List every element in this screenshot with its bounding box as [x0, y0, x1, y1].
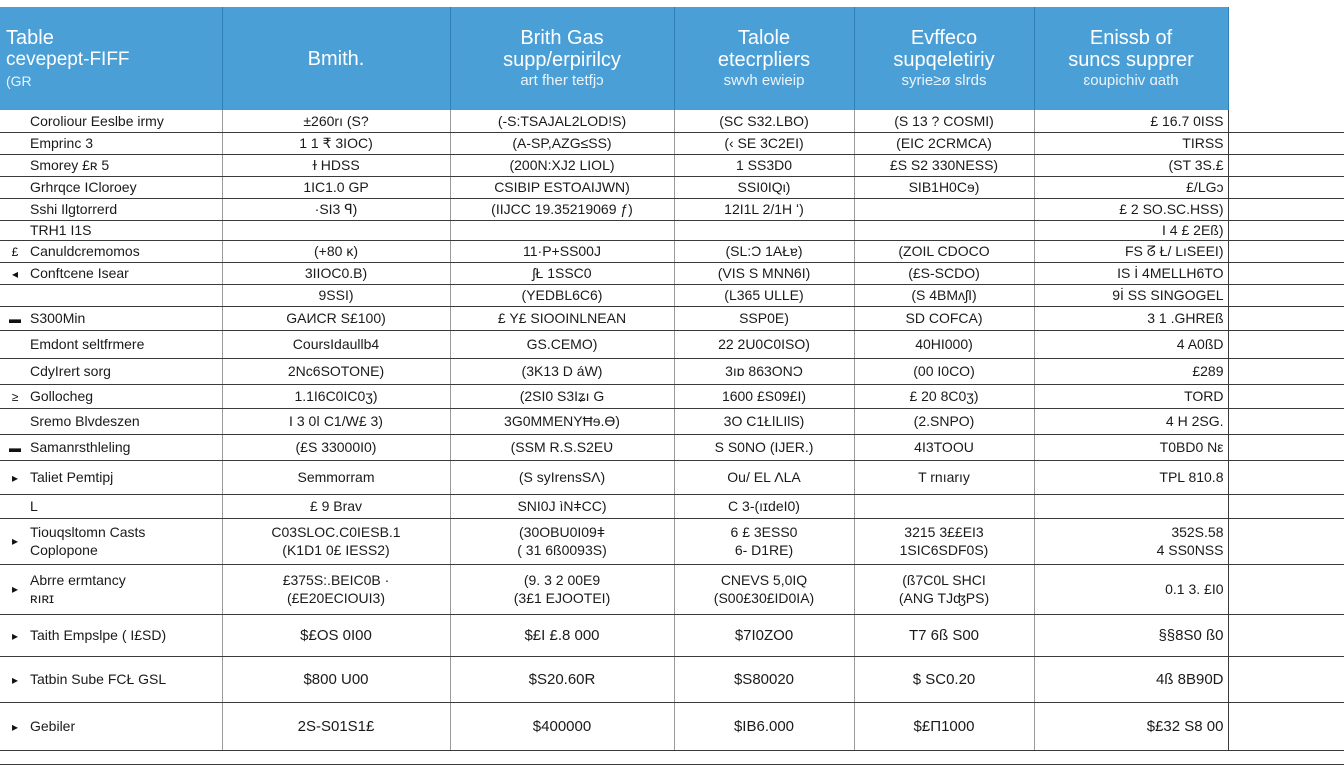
header-col2-line3: art fher tetfjɔ [520, 71, 604, 89]
cell-line: 3215 3££EI3 [904, 524, 984, 540]
row-label: Emprinc 3 [30, 135, 94, 151]
row-label-cell [0, 702, 222, 750]
header-col0-line2: cevepept-FIFF [6, 48, 130, 70]
row-label: Sremo Blvdeszen [30, 413, 140, 429]
row-label-cell [0, 132, 222, 154]
value-cell-c2: $S20.60R [450, 656, 674, 702]
table-row [0, 408, 1344, 434]
cell-line: 352S.58 [1171, 524, 1224, 540]
row-label: Emdont seltfrmere [30, 336, 145, 352]
header-col0-line3: (GR [6, 72, 32, 89]
cell-line: (ß7C0L SHCI [902, 572, 986, 588]
row-label-cell [0, 434, 222, 460]
total-cell: 9İ SS SINGOGEL [1034, 284, 1228, 306]
value-cell-c1: 2S-S01S1£ [222, 702, 450, 750]
cell-line: ʀıʀɪ [30, 590, 55, 606]
blank-cell [1228, 154, 1344, 176]
total-cell: IS İ 4MELLH6TO [1034, 262, 1228, 284]
value-cell-c4: (2.SNPO) [854, 408, 1034, 434]
total-cell: 0.1 3. £I0 [1034, 564, 1228, 614]
value-cell-c3 [674, 220, 854, 240]
row-marker-icon: ▸ [11, 672, 19, 687]
value-cell-c4 [854, 518, 1034, 564]
table-row [0, 656, 1344, 702]
row-label-cell [0, 460, 222, 494]
table-row [0, 240, 1344, 262]
row-label-cell [0, 518, 222, 564]
row-marker-icon: ◂ [11, 267, 19, 281]
table-row [0, 176, 1344, 198]
table-row [0, 330, 1344, 358]
header-col1-line1: Bmith. [307, 47, 365, 70]
total-cell: £ 2 SO.SC.HSS) [1034, 198, 1228, 220]
row-label-cell [0, 656, 222, 702]
value-cell-c3: (SC S32.LBO) [674, 110, 854, 132]
total-cell: 4 A0ßD [1034, 330, 1228, 358]
value-cell-c4: $ SC0.20 [854, 656, 1034, 702]
total-cell [1034, 494, 1228, 518]
value-cell-c4 [854, 198, 1034, 220]
value-cell-c3: $7I0ZO0 [674, 614, 854, 656]
value-cell-c2: (200N:XJ2 LIOL) [450, 154, 674, 176]
value-cell-c1: 1IC1.0 GP [222, 176, 450, 198]
row-label: Tatbin Sube FCŁ GSL [30, 670, 167, 687]
value-cell-c2: (2SI0 S3Iʑı G [450, 384, 674, 408]
value-cell-c3: $IB6.000 [674, 702, 854, 750]
total-cell: 3 1 .GHREß [1034, 306, 1228, 330]
table-row [0, 262, 1344, 284]
value-cell-c4: 40HI000) [854, 330, 1034, 358]
value-cell-c4 [854, 564, 1034, 614]
row-label-cell [0, 564, 222, 614]
value-cell-c2: $£I £.8 000 [450, 614, 674, 656]
header-col4-line3: syrie≥ø slrds [901, 71, 987, 89]
value-cell-c2: £ Y£ SIOOINLNEAN [450, 306, 674, 330]
total-cell: FS ᘔ Ł/ LıSEEI) [1034, 240, 1228, 262]
value-cell-c4: £ 20 8C0ʒ) [854, 384, 1034, 408]
blank-cell [1228, 564, 1344, 614]
cell-line: C03SLOC.C0IESB.1 [271, 524, 401, 540]
table-row [0, 614, 1344, 656]
value-cell-c4: SD COFCA) [854, 306, 1034, 330]
table-row [0, 564, 1344, 614]
header-col3-line3: swvh ewieip [723, 71, 805, 89]
value-cell-c1: ·SI3 ꟼ) [222, 198, 450, 220]
header-col3-line2: etecrpliers [717, 48, 811, 71]
cell-line: 1SIC6SDF0S) [899, 542, 989, 558]
blank-cell [1228, 460, 1344, 494]
header-col2-line2: supp/erpirilcy [503, 48, 621, 71]
row-label-cell [0, 262, 222, 284]
blank-cell [1228, 494, 1344, 518]
blank-cell [1228, 262, 1344, 284]
row-label: S300Min [30, 310, 86, 326]
total-cell: TIRSS [1034, 132, 1228, 154]
header-cell-blank [1228, 7, 1344, 110]
row-label [30, 523, 145, 559]
row-label-cell [0, 384, 222, 408]
cell-line: ( 31 6ß0093S) [517, 542, 607, 558]
value-cell-c4: (£S-SCDO) [854, 262, 1034, 284]
value-cell-c1: CoursIdaullb4 [222, 330, 450, 358]
value-cell-c4: (ZOIL CDOCO [854, 240, 1034, 262]
row-label: Conftcene Isear [30, 265, 129, 281]
value-cell-c2: 11·P+SS00J [450, 240, 674, 262]
row-label-cell [0, 176, 222, 198]
blank-cell [1228, 284, 1344, 306]
value-cell-c3 [674, 518, 854, 564]
value-cell-c4: 4I3TOOU [854, 434, 1034, 460]
value-cell-c1: $£OS 0I00 [222, 614, 450, 656]
value-cell-c4: £S S2 330NESS) [854, 154, 1034, 176]
value-cell-c3: (L365 ULLE) [674, 284, 854, 306]
blank-cell [1228, 330, 1344, 358]
row-marker-icon: ▬ [9, 312, 21, 326]
value-cell-c2: ʃŁ 1SSC0 [450, 262, 674, 284]
value-cell-c1: (£S 33000I0) [222, 434, 450, 460]
header-cell-col5 [1034, 7, 1228, 110]
total-cell: T0BD0 Nε [1034, 434, 1228, 460]
cell-line: (ANG TJʤPS) [898, 590, 990, 606]
value-cell-c1: I 3 0ǀ C1/W£ 3) [222, 408, 450, 434]
total-cell: §§8S0 ß0 [1034, 614, 1228, 656]
value-cell-c2: (IIJCC 19.35219069 ƒ) [450, 198, 674, 220]
row-label: Taith Empslpe ( I£SD) [30, 626, 167, 643]
value-cell-c1: 3IIOC0.B) [222, 262, 450, 284]
blank-cell [1228, 176, 1344, 198]
row-label: Canuldcremomos [30, 243, 140, 259]
row-label-cell [0, 306, 222, 330]
value-cell-c1 [222, 518, 450, 564]
row-label: Smorey £ʀ 5 [30, 157, 110, 173]
value-cell-c3: S S0NO (IJER.) [674, 434, 854, 460]
table-row [0, 518, 1344, 564]
value-cell-c3: (‹ SE 3C2EI) [674, 132, 854, 154]
header-cell-table [0, 7, 222, 110]
value-cell-c4: T rnıarıy [854, 460, 1034, 494]
total-cell: $£32 S8 00 [1034, 702, 1228, 750]
total-cell: 4 H 2SG. [1034, 408, 1228, 434]
value-cell-c2 [450, 564, 674, 614]
table-row [0, 702, 1344, 750]
row-label-cell [0, 220, 222, 240]
row-label-cell [0, 110, 222, 132]
row-label: Gollocheg [30, 388, 94, 404]
value-cell-c2 [450, 220, 674, 240]
value-cell-c4: (EIC 2CRMCA) [854, 132, 1034, 154]
row-label [30, 571, 126, 607]
blank-cell [1228, 198, 1344, 220]
blank-cell [1228, 656, 1344, 702]
row-label: L [30, 498, 38, 514]
value-cell-c4: (S 13 ? COSMI) [854, 110, 1034, 132]
blank-cell [1228, 434, 1344, 460]
cell-line: (K1D1 0£ IESS2) [282, 542, 390, 558]
value-cell-c1: (+80 ĸ) [222, 240, 450, 262]
header-cell-col1 [222, 7, 450, 110]
value-cell-c2: CSIBIP ESTOAIJWN) [450, 176, 674, 198]
blank-cell [1228, 614, 1344, 656]
row-label-cell [0, 358, 222, 384]
table-row [0, 220, 1344, 240]
value-cell-c3: SSP0E) [674, 306, 854, 330]
value-cell-c3: 1600 £S09£I) [674, 384, 854, 408]
value-cell-c1 [222, 564, 450, 614]
value-cell-c3: 12I1L 2/1H ʻ) [674, 198, 854, 220]
table-body [0, 110, 1344, 750]
cell-line: Coplopone [30, 542, 98, 558]
table-row [0, 154, 1344, 176]
cell-line: (3£1 EJOOTEI) [513, 590, 611, 606]
value-cell-c3: C 3-(ıɪdeI0) [674, 494, 854, 518]
blank-cell [1228, 220, 1344, 240]
row-marker-icon: ▸ [11, 533, 19, 548]
value-cell-c2: SNI0J ìNǂCC) [450, 494, 674, 518]
value-cell-c2: (A-SP,AZG≤SS) [450, 132, 674, 154]
value-cell-c4: (00 I0CO) [854, 358, 1034, 384]
header-col5-line1: Enissb of [1089, 26, 1173, 49]
value-cell-c3: Ou/ EL ΛLA [674, 460, 854, 494]
total-cell [1034, 518, 1228, 564]
blank-cell [1228, 306, 1344, 330]
header-cell-col4 [854, 7, 1034, 110]
cell-line: (£E20ECIOUI3) [286, 590, 386, 606]
row-label: Grhrqce ICloroey [30, 179, 137, 195]
row-label-cell [0, 494, 222, 518]
header-cell-col2 [450, 7, 674, 110]
cell-line: 6 £ 3ESS0 [730, 524, 798, 540]
row-label-cell [0, 284, 222, 306]
blank-cell [1228, 358, 1344, 384]
table-row [0, 132, 1344, 154]
cell-line: Tiouqsltomn Casts [30, 524, 146, 540]
row-marker-icon: ▸ [11, 628, 19, 643]
value-cell-c2: (S syIrensSɅ) [450, 460, 674, 494]
row-marker-icon: ▸ [11, 471, 19, 485]
total-cell: 4ß 8B90D [1034, 656, 1228, 702]
header-cell-col3 [674, 7, 854, 110]
row-label: Coroliour Eeslbe irmy [30, 112, 164, 129]
table-row [0, 460, 1344, 494]
value-cell-c3: 1 SS3D0 [674, 154, 854, 176]
total-cell: TORD [1034, 384, 1228, 408]
table-row [0, 494, 1344, 518]
row-label-cell [0, 240, 222, 262]
row-marker-icon: ▸ [11, 581, 19, 596]
header-col5-line3: ɛoupichiv ɑath [1083, 71, 1179, 89]
row-label-cell [0, 408, 222, 434]
cell-line: (S00£30£ID0IA) [713, 590, 815, 606]
blank-cell [1228, 110, 1344, 132]
table-bottom-border [0, 764, 1344, 765]
table-row [0, 306, 1344, 330]
blank-cell [1228, 518, 1344, 564]
row-label-cell [0, 198, 222, 220]
value-cell-c2: (3K13 D áW) [450, 358, 674, 384]
value-cell-c1: 2Nc6SOTONE) [222, 358, 450, 384]
row-marker-icon: ▸ [11, 719, 19, 734]
value-cell-c1: 9SSI) [222, 284, 450, 306]
row-label: CdyIrert sorg [30, 363, 111, 379]
value-cell-c3 [674, 564, 854, 614]
row-label-cell [0, 330, 222, 358]
total-cell: (ST 3S.£ [1034, 154, 1228, 176]
value-cell-c4 [854, 220, 1034, 240]
value-cell-c4: T7 6ß S00 [854, 614, 1034, 656]
table-row [0, 284, 1344, 306]
row-label-cell [0, 154, 222, 176]
value-cell-c1: ɫ HDSS [222, 154, 450, 176]
value-cell-c2: GS.CEMO) [450, 330, 674, 358]
total-cell: £ 16.7 0ISS [1034, 110, 1228, 132]
cell-line: £375S:.BEIC0B · [282, 572, 390, 588]
value-cell-c4: SIB1H0Cɘ) [854, 176, 1034, 198]
row-label: Samanrsthleling [30, 439, 131, 455]
total-cell: TPL 810.8 [1034, 460, 1228, 494]
value-cell-c3: 22 2U0C0ISO) [674, 330, 854, 358]
value-cell-c1: $800 U00 [222, 656, 450, 702]
value-cell-c2: $400000 [450, 702, 674, 750]
value-cell-c2: (SSM R.S.S2EƲ [450, 434, 674, 460]
value-cell-c1 [222, 220, 450, 240]
table-row [0, 358, 1344, 384]
row-marker-icon: ≥ [11, 390, 19, 404]
row-marker-icon: ▬ [9, 441, 21, 455]
value-cell-c2: (-S:TSAJAL2LODǃS) [450, 110, 674, 132]
row-label: Taliet Pemtipj [30, 469, 114, 485]
value-cell-c4: $£Π1000 [854, 702, 1034, 750]
blank-cell [1228, 408, 1344, 434]
blank-cell [1228, 240, 1344, 262]
table-row [0, 110, 1344, 132]
header-col0-line1: Table [6, 26, 54, 49]
table-row [0, 198, 1344, 220]
total-cell: £289 [1034, 358, 1228, 384]
value-cell-c4: (S 4BMʌʃI) [854, 284, 1034, 306]
cell-line: (9. 3 2 00E9 [523, 572, 601, 588]
cell-line: (30OBU0I09ǂ [519, 524, 605, 540]
blank-cell [1228, 702, 1344, 750]
table-row [0, 384, 1344, 408]
row-label: Sshi Ilgtorrerd [30, 201, 118, 217]
comparison-table [0, 7, 1344, 751]
value-cell-c3: (SL:Ɔ 1AŁɐ) [674, 240, 854, 262]
value-cell-c3: 3ıɒ 863ONƆ [674, 358, 854, 384]
value-cell-c2: (YEDBL6C6) [450, 284, 674, 306]
cell-line: 6- D1RE) [734, 542, 794, 558]
header-col5-line2: suncs supprer [1068, 48, 1194, 71]
row-label: TRH1 I1S [30, 222, 92, 238]
value-cell-c1: 1 1 ₹ 3IOC) [222, 132, 450, 154]
header-col3-line1: Talole [737, 26, 791, 49]
header-col2-line1: Brith Gas [520, 26, 604, 49]
value-cell-c2 [450, 518, 674, 564]
value-cell-c3: SSI0IQι) [674, 176, 854, 198]
cell-line: Abrre ermtancy [30, 572, 126, 588]
header-col4-line2: supqeletiriy [893, 48, 995, 71]
value-cell-c1: 1.1I6C0IC0ʒ) [222, 384, 450, 408]
value-cell-c1: Semmorram [222, 460, 450, 494]
total-cell: I 4 £ 2Eß) [1034, 220, 1228, 240]
blank-cell [1228, 132, 1344, 154]
value-cell-c4 [854, 494, 1034, 518]
header-col4-line1: Evffeco [910, 26, 978, 49]
row-label: Gebiler [30, 717, 76, 734]
value-cell-c1: £ 9 Brav [222, 494, 450, 518]
value-cell-c2: 3G0MMENYĦɘ.Ɵ) [450, 408, 674, 434]
row-label-cell [0, 614, 222, 656]
value-cell-c3: $S80020 [674, 656, 854, 702]
cell-line: 4 SS0NSS [1156, 542, 1224, 558]
value-cell-c3: 3O C1ŁǀLIƖS) [674, 408, 854, 434]
blank-cell [1228, 384, 1344, 408]
header-row [0, 7, 1344, 110]
total-cell: £/LGɔ [1034, 176, 1228, 198]
row-marker-icon: £ [11, 245, 19, 259]
value-cell-c3: (VIS S MNN6I) [674, 262, 854, 284]
value-cell-c1: GAИCR S£100) [222, 306, 450, 330]
cell-line: CNEVS 5,0IQ [720, 572, 808, 588]
table-row [0, 434, 1344, 460]
value-cell-c1: ±260rı (S? [222, 110, 450, 132]
